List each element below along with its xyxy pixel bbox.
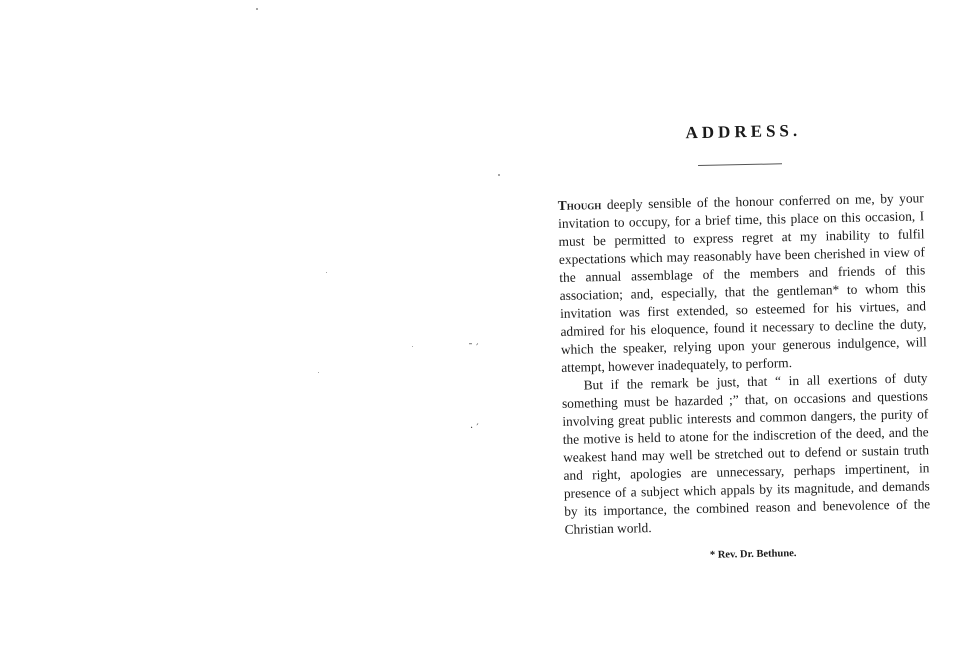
paragraph-1 bbox=[558, 189, 928, 377]
scan-speck bbox=[326, 272, 327, 273]
heading-rule bbox=[698, 163, 782, 166]
margin-mark: ˉ ′ bbox=[468, 343, 479, 354]
scan-speck bbox=[412, 346, 413, 347]
paragraph-1-lead: Though bbox=[557, 197, 602, 213]
scan-speck bbox=[318, 372, 319, 373]
footnote: * Rev. Dr. Bethune. bbox=[709, 548, 797, 561]
paragraph-1-text: deeply sensible of the honour conferred on me, by your invitation to occupy, for a brief time, this place on this occasion, I must be permitted to express regret at my inability to fulfil expectations which may reasonably have been cherished in view of the annual assemblage of the members and friends of this association; and, especially, that the gentleman* to whom this invitation was first extended, so esteemed for his virtues, and admired for his eloquence, found it necessary to decline the duty, which the speaker, relying upon your generous indulgence, will attempt, however inadequately, to perform. bbox=[558, 190, 927, 375]
page-heading: ADDRESS. bbox=[685, 120, 802, 143]
address-body bbox=[558, 189, 931, 539]
right-page bbox=[556, 110, 931, 564]
scan-speck bbox=[498, 174, 500, 176]
paragraph-2: But if the remark be just, that “ in all exertions of duty something must be hazarded ;” that, on occasions and questions involving great public interests and common dangers, the purity of the motive is held to atone for the indiscretion of the deed, and the weakest hand may well be stretched out to defend or sustain truth and right, apologies are unnecessary, perhaps impertinent, in presence of a subject which appals by its magnitude, and demands by its importance, the combined reason and benevolence of the Christian world. bbox=[561, 370, 931, 537]
scan-speck bbox=[256, 8, 258, 10]
margin-mark: · ′ bbox=[470, 423, 479, 434]
